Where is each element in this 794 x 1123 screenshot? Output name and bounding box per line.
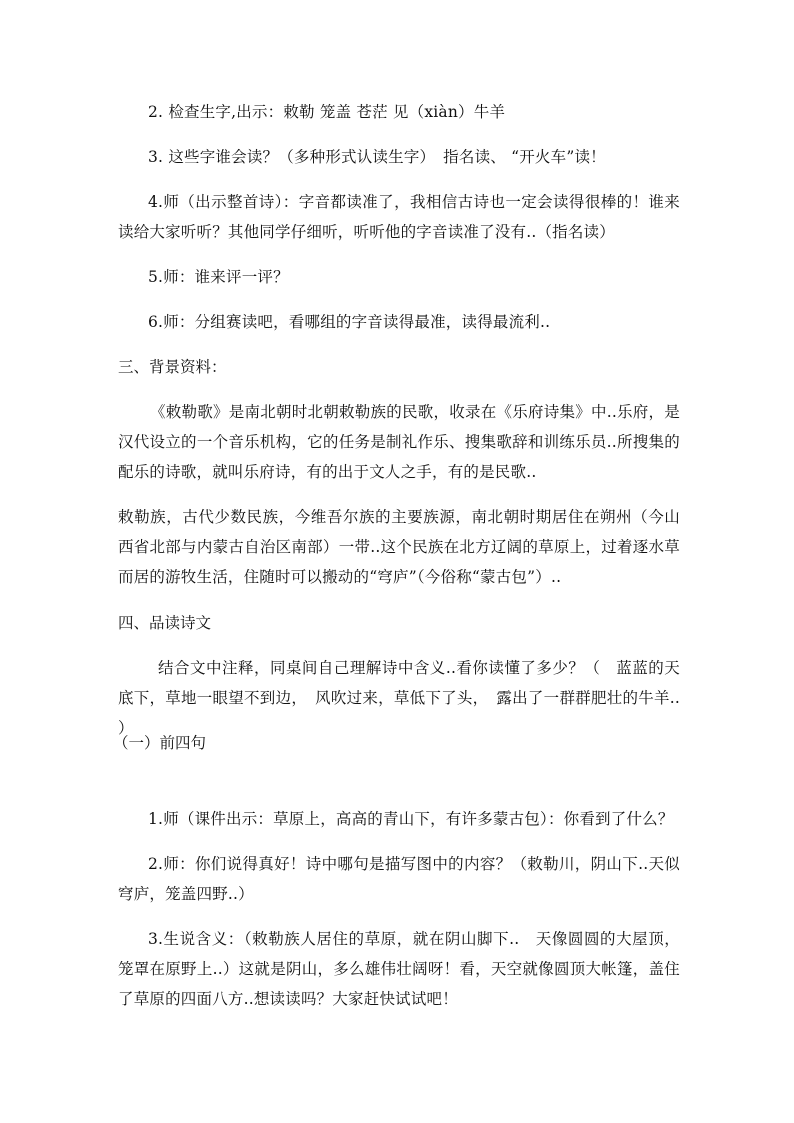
section-heading-read-poem: 四、品读诗文 — [118, 614, 212, 632]
paragraph-who-can-read: 3. 这些字谁会读？（多种形式认读生字） 指名读、 “开火车”读！ — [148, 148, 606, 166]
paragraph-chile-song-intro: 《敕勒歌》是南北朝时北朝敕勒族的民歌，收录在《乐府诗集》中..乐府，是汉代设立的一个音乐机构，它的任务是制礼作乐、搜集歌辞和训练乐员..所搜集的配乐的诗歌，就叫乐府诗，有的出于文人之手，有的是民歌.. — [118, 403, 680, 481]
paragraph-courseware-show: 1.师（课件出示：草原上，高高的青山下，有许多蒙古包）：你看到了什么？ — [148, 810, 674, 828]
subheading-first-four-lines: （一）前四句 — [113, 734, 207, 752]
paragraph-group-reading: 6.师：分组赛读吧，看哪组的字音读得最准，读得最流利.. — [148, 313, 551, 331]
paragraph-teacher-show-poem: 4.师（出示整首诗）：字音都读准了，我相信古诗也一定会读得很棒的！谁来读给大家听听？其他同学仔细听，听听他的字音读准了没有..（指名读） — [118, 193, 680, 241]
paragraph-check-new-characters: 2. 检查生字,出示：敕勒 笼盖 苍茫 见（xiàn）牛羊 — [148, 103, 506, 121]
paragraph-understand-meaning: 结合文中注释，同桌间自己理解诗中含义..看你读懂了多少？（ 蓝蓝的天底下，草地一眼望不到边， 风吹过来，草低下了头， 露出了一群群肥壮的牛羊.. ） — [118, 659, 696, 737]
paragraph-chile-tribe: 敕勒族，古代少数民族，今维吾尔族的主要族源，南北朝时期居住在朔州（今山西省北部与内蒙古自治区南部）一带..这个民族在北方辽阔的草原上，过着逐水草而居的游牧生活，住随时可以搬动的“穹庐”（今俗称“蒙古包”）.. — [118, 508, 680, 586]
paragraph-who-evaluates: 5.师：谁来评一评？ — [148, 268, 289, 286]
paragraph-students-explain: 3.生说含义：（敕勒族人居住的草原，就在阴山脚下.. 天像圆圆的大屋顶，笼罩在原野上..）这就是阴山，多么雄伟壮阔呀！看，天空就像圆顶大帐篷，盖住了草原的四面八方..想读读吗？大家赶快试试吧！ — [118, 930, 680, 1008]
section-heading-background: 三、背景资料： — [118, 358, 227, 376]
paragraph-which-line-describes: 2.师：你们说得真好！诗中哪句是描写图中的内容？（敕勒川，阴山下..天似穹庐，笼盖四野..） — [118, 855, 680, 903]
